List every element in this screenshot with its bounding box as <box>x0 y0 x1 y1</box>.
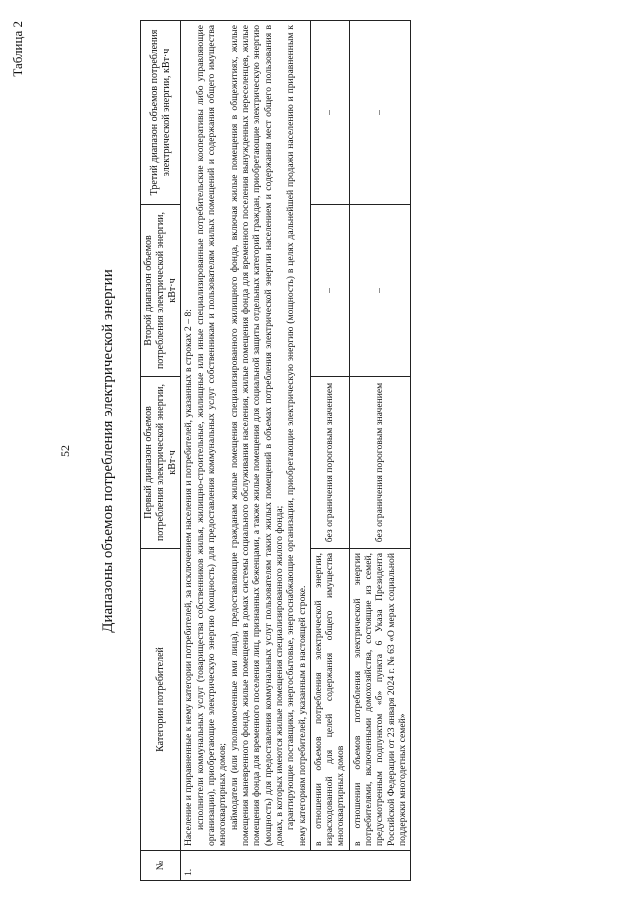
header-third-range: Третий диапазон объемов потребления электрической энергии, кВт·ч <box>141 21 181 205</box>
category-cell: в отношении объемов потребления электрической энергии, израсходованной для целей содержания общего имущества многоквартирных домов <box>310 549 349 851</box>
table-row <box>310 21 349 881</box>
row-number: 1. <box>181 851 411 881</box>
first-range-cell: без ограничения пороговым значением <box>310 377 349 549</box>
table-row <box>349 21 411 881</box>
second-range-cell: – <box>310 205 349 377</box>
first-range-cell: без ограничения пороговым значением <box>349 377 411 549</box>
third-range-cell: – <box>349 21 411 205</box>
consumption-ranges-table <box>140 20 411 881</box>
description-paragraph: наймодатели (или уполномоченные ими лица), предоставляющие гражданам жилые помещения специализированного жилищного фонда, включая жилые помещения в общежитиях, жилые помещения маневренного фонда, жилые помещения в домах системы социального обслуживания населения, жилые помещения фонда для временного поселения вынужденных переселенцев, жилые помещения фонда для временного поселения лиц, признанных беженцами, а также жилые помещения для социальной защиты отдельных категорий граждан, приобретающие электрическую энергию (мощность) для предоставления коммунальных услуг пользователям таких жилых помещений в объемах потребления электрической энергии населением и содержания мест общего пользования в домах, в которых имеются жилые помещения специализированного жилого фонда; <box>228 25 285 846</box>
header-second-range: Второй диапазон объемов потребления электрической энергии, кВт·ч <box>141 205 181 377</box>
third-range-cell: – <box>310 21 349 205</box>
description-paragraph: Население и приравненные к нему категории потребителей, за исключением населения и потребителей, указанных в строках 2 – 8: <box>183 309 195 846</box>
header-category: Категории потребителей <box>141 549 181 851</box>
page-number: 52 <box>58 445 72 457</box>
description-paragraph: гарантирующие поставщики, энергосбытовые, энергоснабжающие организации, приобретающие электрическую энергию (мощность) в целях дальнейшей продажи населению и приравненным к нему категориям потребителей, указанным в настоящей строке. <box>285 25 308 846</box>
table-header-row <box>141 21 181 881</box>
description-paragraph: исполнители коммунальных услуг (товарищества собственников жилья, жилищно-строительные, жилищные или иные специализированные потребительские кооперативы либо управляющие организации), приобретающие электрическую энергию (мощность) для предоставления коммунальных услуг собственникам и пользователям жилых помещений и содержания общего имущества многоквартирных домов; <box>194 25 229 846</box>
rotated-content <box>10 21 630 881</box>
document-title: Диапазоны объемов потребления электрической энергии <box>100 269 116 633</box>
second-range-cell: – <box>349 205 411 377</box>
merged-description-cell <box>181 21 310 851</box>
header-first-range: Первый диапазон объемов потребления электрической энергии, кВт·ч <box>141 377 181 549</box>
table-row <box>181 21 310 881</box>
header-number: № <box>141 851 181 881</box>
table-label: Таблица 2 <box>10 21 25 77</box>
category-cell: в отношении объемов потребления электрической энергии потребителями, включенными домохозяйства, состоящие из семей, предусмотренным подпунктом «б» пункта 6 Указа Президента Российской Федерации от 23 января 2024 г. № 63 «О мерах социальной поддержки многодетных семей» <box>349 549 411 851</box>
